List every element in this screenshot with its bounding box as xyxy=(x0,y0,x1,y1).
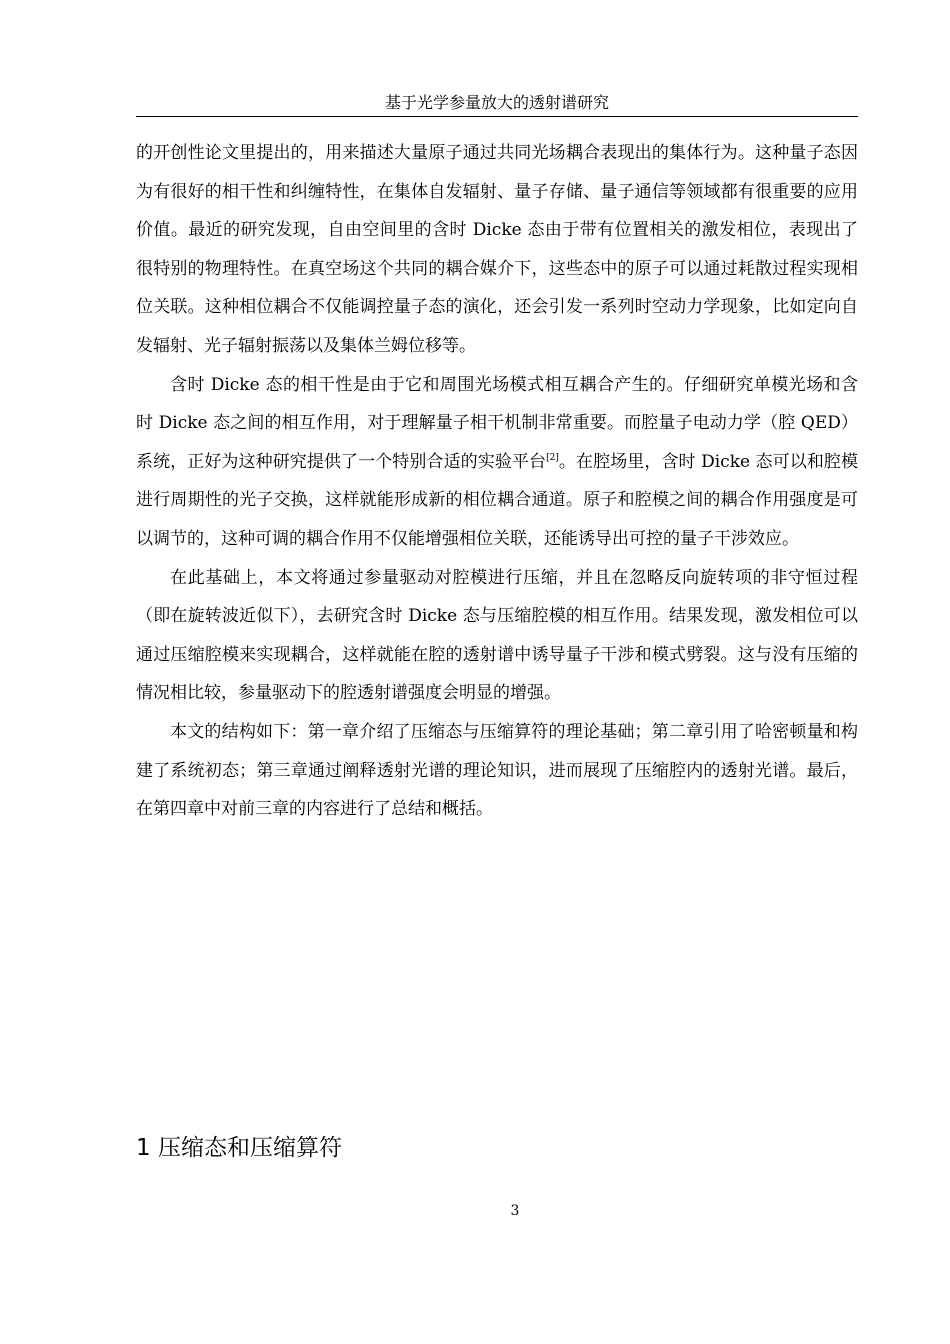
paragraph-text: 含时 Dicke 态的相干性是由于它和周围光场模式相互耦合产生的。仔细研究单模光场和含时 Dicke 态之间的相互作用，对于理解量子相干机制非常重要。而腔量子电动力学（腔 QED）系统，正好为这种研究提供了一个特别合适的实验平台 xyxy=(136,374,858,472)
paragraph-structure: 本文的结构如下：第一章介绍了压缩态与压缩算符的理论基础；第二章引用了哈密顿量和构建了系统初态；第三章通过阐释透射光谱的理论知识，进而展现了压缩腔内的透射光谱。最后，在第四章中对前三章的内容进行了总结和概括。 xyxy=(136,721,858,820)
paragraph-squeezing-study: 在此基础上，本文将通过参量驱动对腔模进行压缩，并且在忽略反向旋转项的非守恒过程（即在旋转波近似下），去研究含时 Dicke 态与压缩腔模的相互作用。结果发现，激发相位可以通过压缩腔模来实现耦合，这样就能在腔的透射谱中诱导量子干涉和模式劈裂。这与没有压缩的情况相比较，参量驱动下的腔透射谱强度会明显的增强。 xyxy=(136,567,858,704)
paragraph-dicke-coherence xyxy=(136,366,858,559)
paragraph-text: 。在腔场里，含时 Dicke 态可以和腔模进行周期性的光子交换，这样就能形成新的相位耦合通道。原子和腔模之间的耦合作用强度是可以调节的，这种可调的耦合作用不仅能增强相位关联，还能诱导出可控的量子干涉效应。 xyxy=(136,451,858,549)
paragraph-continued: 的开创性论文里提出的，用来描述大量原子通过共同光场耦合表现出的集体行为。这种量子态因为有很好的相干性和纠缠特性，在集体自发辐射、量子存储、量子通信等领域都有很重要的应用价值。最近的研究发现，自由空间里的含时 Dicke 态由于带有位置相关的激发相位，表现出了很特别的物理特性。在真空场这个共同的耦合媒介下，这些态中的原子可以通过耗散过程实现相位关联。这种相位耦合不仅能调控量子态的演化，还会引发一系列时空动力学现象，比如定向自发辐射、光子辐射振荡以及集体兰姆位移等。 xyxy=(136,143,858,356)
body-text xyxy=(136,134,858,829)
citation-ref[interactable]: [2] xyxy=(546,452,559,463)
running-header: 基于光学参量放大的透射谱研究 xyxy=(384,93,609,112)
page-number: 3 xyxy=(510,1203,520,1219)
header-rule xyxy=(136,116,858,117)
section-heading: 1 压缩态和压缩算符 xyxy=(136,1135,342,1161)
